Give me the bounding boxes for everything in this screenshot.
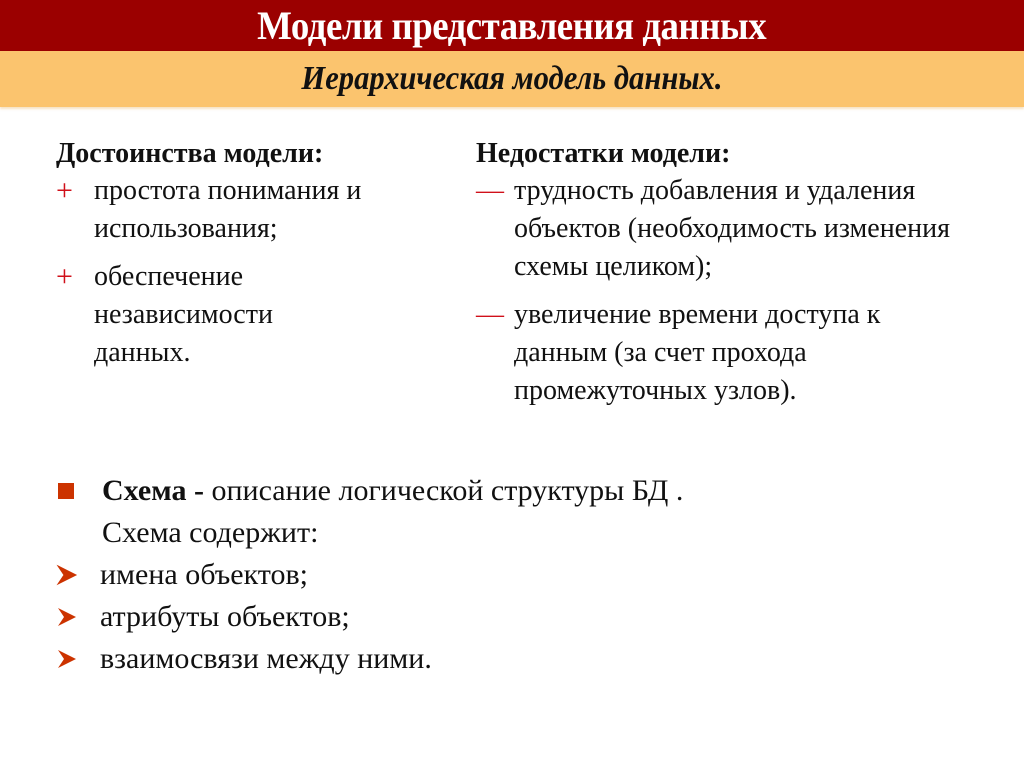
schema-contains-text: Схема содержит: bbox=[102, 516, 319, 549]
slide-subtitle: Иерархическая модель данных. bbox=[301, 60, 723, 97]
schema-item-text: атрибуты объектов; bbox=[100, 600, 350, 633]
arrow-bullet-icon bbox=[56, 648, 100, 670]
advantage-text: обеспечение независимости данных. bbox=[94, 261, 273, 368]
disadvantage-item bbox=[476, 296, 1006, 410]
advantages-heading: Достоинства модели: bbox=[56, 138, 324, 169]
arrow-bullet-icon bbox=[56, 564, 100, 586]
disadvantages-heading: Недостатки модели: bbox=[476, 138, 731, 169]
advantage-text: простота понимания и использования; bbox=[94, 175, 362, 244]
square-bullet-icon bbox=[58, 483, 74, 499]
schema-item bbox=[56, 554, 816, 596]
advantage-item bbox=[56, 172, 446, 248]
disadvantage-text: увеличение времени доступа к данным (за счет прохода промежуточных узлов). bbox=[514, 299, 881, 406]
title-banner bbox=[0, 0, 1024, 51]
arrow-bullet-icon bbox=[56, 606, 100, 628]
schema-term: Схема - bbox=[102, 474, 204, 507]
schema-item bbox=[56, 596, 816, 638]
disadvantage-text: трудность добавления и удаления объектов (необходимость изменения схемы целиком); bbox=[514, 175, 950, 282]
schema-item-text: взаимосвязи между ними. bbox=[100, 642, 432, 675]
schema-definition bbox=[56, 470, 816, 512]
slide-title: Модели представления данных bbox=[257, 3, 767, 48]
disadvantages-section bbox=[476, 136, 1006, 420]
advantage-item bbox=[56, 258, 446, 372]
minus-icon: — bbox=[476, 175, 504, 206]
plus-icon: + bbox=[56, 260, 73, 293]
disadvantage-item bbox=[476, 172, 1006, 286]
advantages-section bbox=[56, 136, 446, 382]
schema-definition-text: описание логической структуры БД . bbox=[203, 474, 684, 507]
schema-item-text: имена объектов; bbox=[100, 558, 308, 591]
subtitle-banner bbox=[0, 51, 1024, 107]
plus-icon: + bbox=[56, 174, 73, 207]
schema-section bbox=[56, 470, 816, 680]
schema-contains-label bbox=[56, 512, 816, 554]
minus-icon: — bbox=[476, 299, 504, 330]
schema-item bbox=[56, 638, 816, 680]
